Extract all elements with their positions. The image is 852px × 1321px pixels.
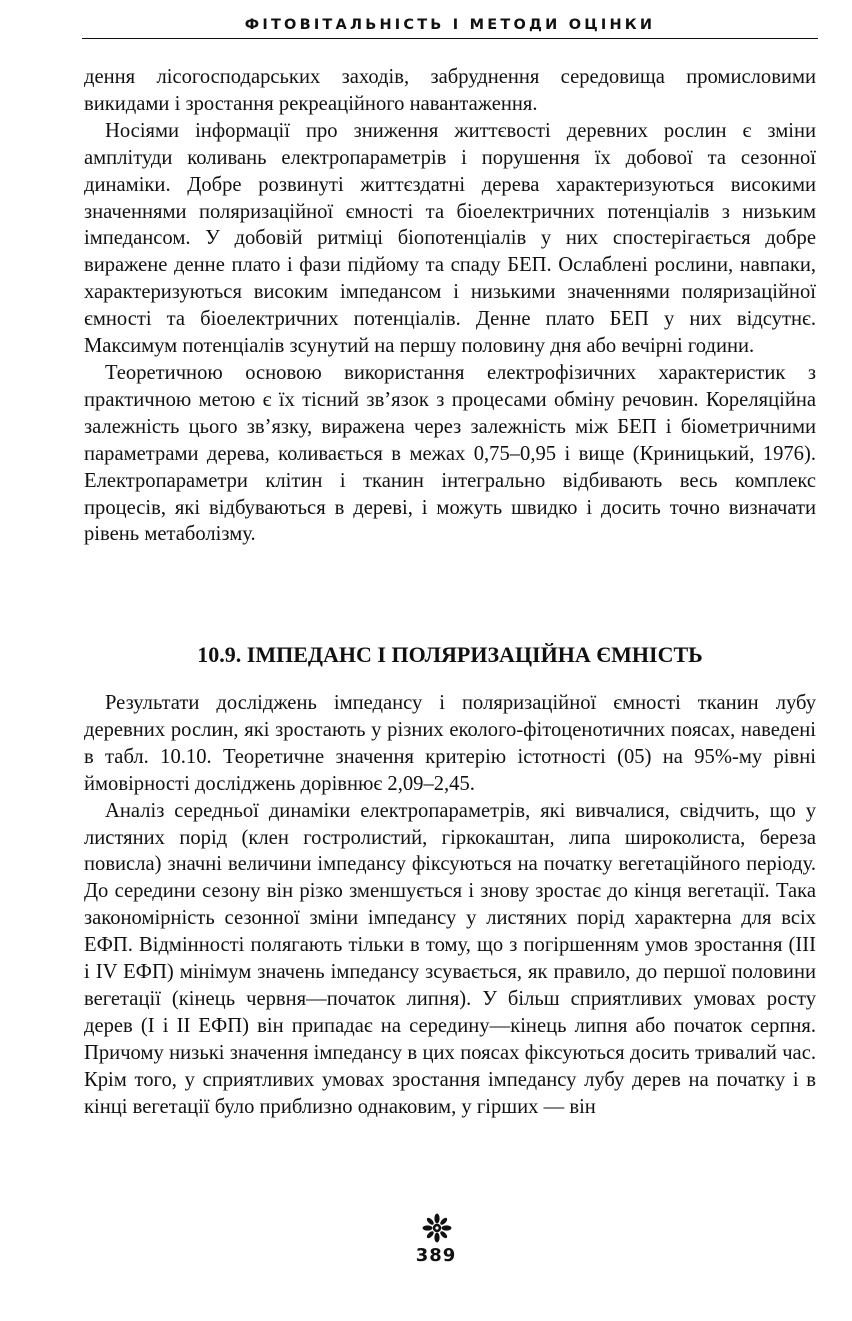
paragraph-vitality-indicators: Носіями інформації про зниження життєвості деревних рослин є зміни амплітуди коливань електропараметрів і порушення їх добової та сезонної динаміки. Добре розвинуті життєздатні дерева характеризуються високими значеннями поляризаційної ємності та біоелектричних потенціалів з низьким імпедансом. У добовій ритміці біопотенціалів у них спостерігається добре виражене денне плато і фази підйому та спаду БЕП. Ослаблені рослини, навпаки, характеризуються високим імпедансом і низькими значеннями поляризаційної ємності та біоелектричних потенціалів. Денне плато БЕП у них відсутнє. Максимум потенціалів зсунутий на першу половину дня або вечірні години. xyxy=(84,119,816,358)
paragraph-research-results: Результати досліджень імпедансу і поляризаційної ємності тканин лубу деревних рослин, які зростають у різних еколого-фітоценотичних поясах, наведені в табл. 10.10. Теоретичне значення критерію істотності (05) на 95%-му рівні ймовірності досліджень дорівнює 2,09–2,45. xyxy=(84,692,816,795)
floral-ornament-icon xyxy=(422,1213,452,1243)
page-number: 389 xyxy=(415,1245,457,1266)
paragraph-dynamics-analysis: Аналіз середньої динаміки електропараметрів, які вивчалися, свідчить, що у листяних порід (клен гостролистий, гіркокаштан, липа широколиста, береза повисла) значні величини імпедансу фіксуються на початку вегетаційного періоду. До середини сезону він різко зменшується і знову зростає до кінця вегетації. Така закономірність сезонної зміни імпедансу у листяних порід характерна для всіх ЕФП. Відмінності полягають тільки в тому, що з погіршенням умов зростання (III і IV ЕФП) мінімум значень імпедансу зсувається, як правило, до першої половини вегетації (кінець червня—початок липня). У більш сприятливих умовах росту дерев (I і II ЕФП) він припадає на середину—кінець липня або початок серпня. Причому низькі значення імпедансу в цих поясах фіксуються досить тривалий час. Крім того, у сприятливих умовах зростання імпедансу лубу дерев на початку і в кінці вегетації було приблизно однаковим, у гірших — він xyxy=(84,799,816,1118)
body-text-after-heading xyxy=(84,690,816,1121)
body-text-before-heading xyxy=(84,64,816,548)
paragraph-theoretical-basis: Теоретичною основою використання електрофізичних характеристик з практичною метою є їх тісний зв’язок з процесами обміну речовин. Кореляційна залежність цього зв’язку, виражена через залежність між БЕП і біометричними параметрами дерева, коливається в межах 0,75–0,95 і вище (Криницький, 1976). Електропараметри клітин і тканин інтегрально відбивають весь комплекс процесів, які відбуваються в дереві, і можуть швидко і досить точно визначати рівень метаболізму. xyxy=(84,361,816,546)
running-head: ФІТОВІТАЛЬНІСТЬ І МЕТОДИ ОЦІНКИ xyxy=(82,12,818,39)
section-heading: 10.9. ІМПЕДАНС І ПОЛЯРИЗАЦІЙНА ЄМНІСТЬ xyxy=(197,642,703,667)
paragraph-continuation: дення лісогосподарських заходів, забруднення середовища промисловими викидами і зростання рекреаційного навантаження. xyxy=(84,66,816,115)
